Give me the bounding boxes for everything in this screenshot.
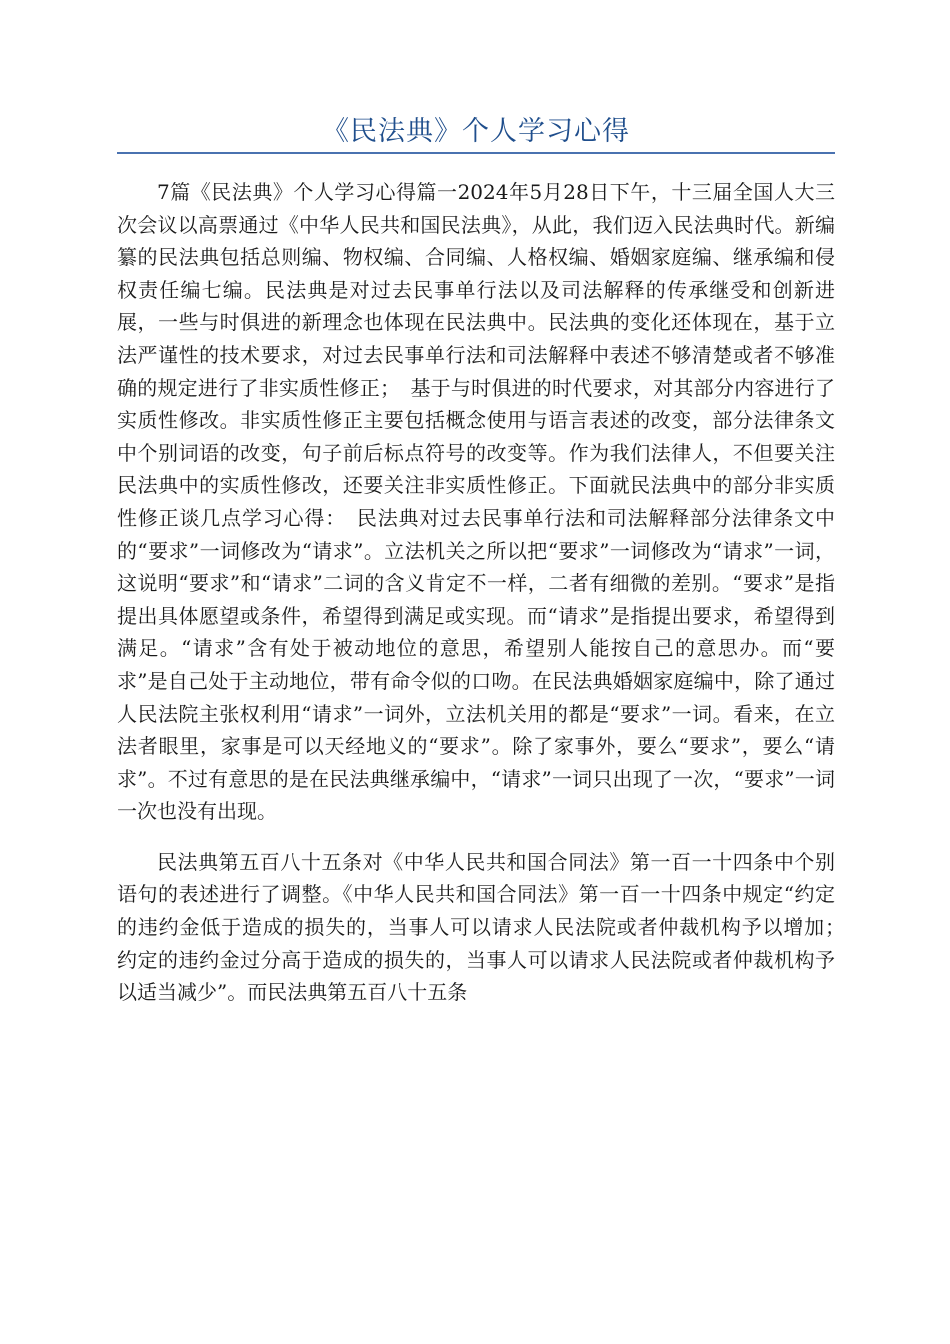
paragraph-1: 7篇《民法典》个人学习心得篇一2024年5月28日下午，十三届全国人大三次会议以高票通过《中华人民共和国民法典》，从此，我们迈入民法典时代。新编纂的民法典包括总则编、物权编、合同编、人格权编、婚姻家庭编、继承编和侵权责任编七编。民法典是对过去民事单行法以及司法解释的传承继受和创新进展，一些与时俱进的新理念也体现在民法典中。民法典的变化还体现在，基于立法严谨性的技术要求，对过去民事单行法和司法解释中表述不够清楚或者不够准确的规定进行了非实质性修正； 基于与时俱进的时代要求，对其部分内容进行了实质性修改。非实质性修正主要包括概念使用与语言表述的改变，部分法律条文中个别词语的改变，句子前后标点符号的改变等。作为我们法律人，不但要关注民法典中的实质性修改，还要关注非实质性修正。下面就民法典中的部分非实质性修正谈几点学习心得： 民法典对过去民事单行法和司法解释部分法律条文中的“要求”一词修改为“请求”。立法机关之所以把“要求”一词修改为“请求”一词，这说明“要求”和“请求”二词的含义肯定不一样，二者有细微的差别。“要求”是指提出具体愿望或条件，希望得到满足或实现。而“请求”是指提出要求，希望得到满足。“请求”含有处于被动地位的意思，希望别人能按自己的意思办。而“要求”是自己处于主动地位，带有命令似的口吻。在民法典婚姻家庭编中，除了通过人民法院主张权利用“请求”一词外，立法机关用的都是“要求”一词。看来，在立法者眼里，家事是可以天经地义的“要求”。除了家事外，要么“要求”，要么“请求”。不过有意思的是在民法典继承编中，“请求”一词只出现了一次，“要求”一词一次也没有出现。 xyxy=(117,180,835,824)
document-page xyxy=(117,112,855,1009)
document-body xyxy=(117,176,855,1009)
document-title: 《民法典》个人学习心得 xyxy=(322,116,630,147)
paragraph-2: 民法典第五百八十五条对《中华人民共和国合同法》第一百一十四条中个别语句的表述进行了调整。《中华人民共和国合同法》第一百一十四条中规定“约定的违约金低于造成的损失的，当事人可以请求人民法院或者仲裁机构予以增加； 约定的违约金过分高于造成的损失的，当事人可以请求人民法院或者仲裁机构予以适当减少”。而民法典第五百八十五条 xyxy=(117,849,855,1005)
title-underline xyxy=(117,152,835,154)
